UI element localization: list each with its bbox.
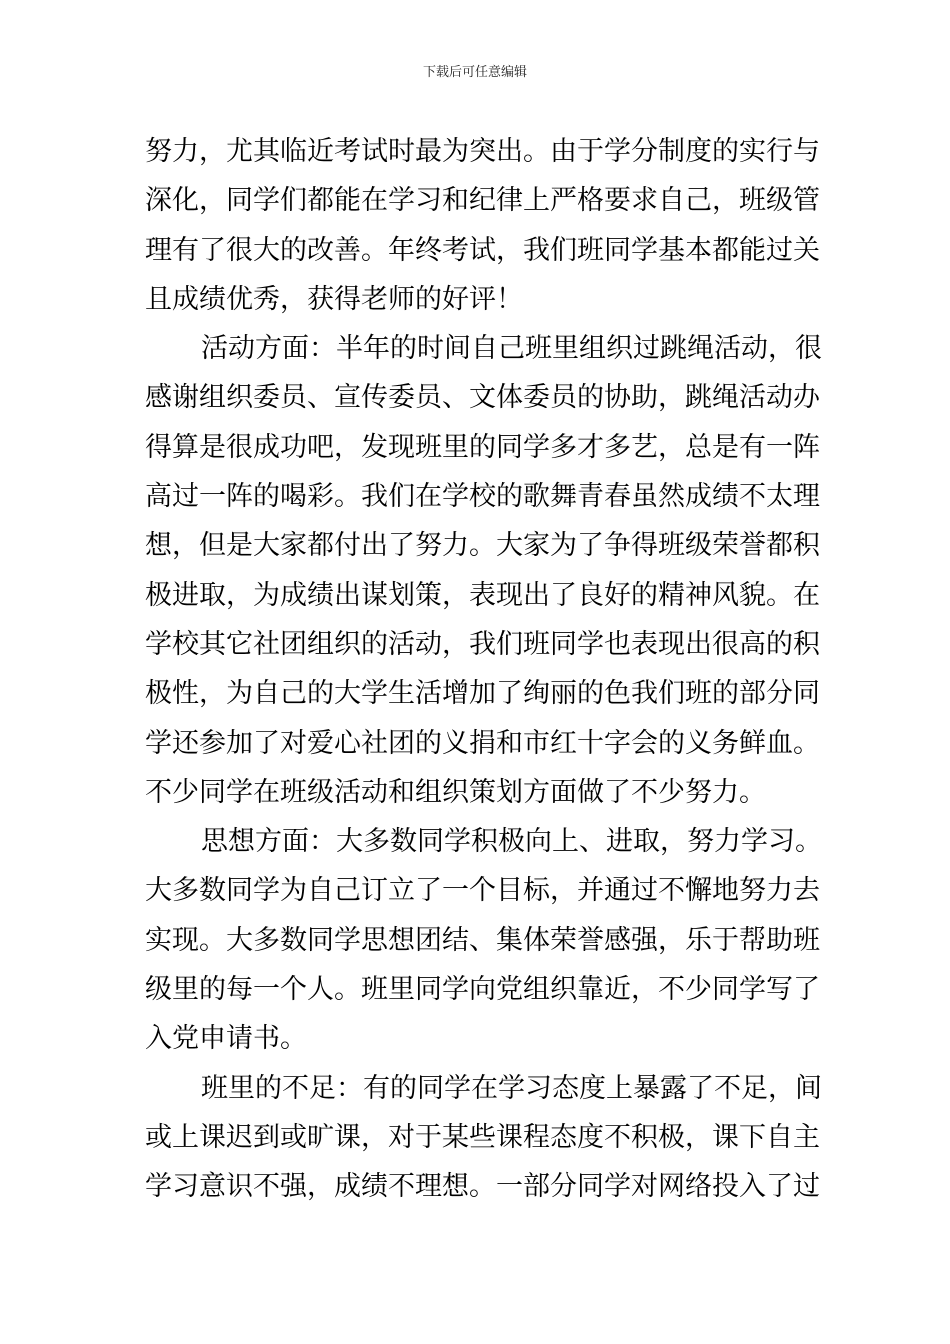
text-line: 感谢组织委员、宣传委员、文体委员的协助，跳绳活动办 [145, 382, 820, 414]
text-line: 实现。大多数同学思想团结、集体荣誉感强，乐于帮助班 [145, 924, 820, 956]
paragraph-activities-start: 活动方面：半年的时间自己班里组织过跳绳活动，很 [201, 333, 822, 365]
text-line: 努力，尤其临近考试时最为突出。由于学分制度的实行与 [145, 136, 820, 167]
text-line: 想，但是大家都付出了努力。大家为了争得班级荣誉都积 [145, 530, 820, 562]
text-line: 极进取，为成绩出谋划策，表现出了良好的精神风貌。在 [145, 579, 820, 611]
text-line: 大多数同学为自己订立了一个目标，并通过不懈地努力去 [145, 875, 820, 907]
text-line: 得算是很成功吧，发现班里的同学多才多艺，总是有一阵 [145, 431, 820, 463]
text-line: 级里的每一个人。班里同学向党组织靠近，不少同学写了 [145, 974, 820, 1006]
text-line: 理有了很大的改善。年终考试，我们班同学基本都能过关 [145, 234, 820, 266]
document-body [145, 127, 822, 1212]
page-header: 下载后可任意编辑 [422, 65, 527, 80]
text-line: 或上课迟到或旷课，对于某些课程态度不积极，课下自主 [145, 1121, 820, 1153]
text-line: 学还参加了对爱心社团的义捐和市红十字会的义务鲜血。 [145, 727, 820, 759]
text-line: 且成绩优秀，获得老师的好评！ [145, 283, 523, 315]
text-line: 入党申请书。 [145, 1023, 307, 1055]
text-line: 学校其它社团组织的活动，我们班同学也表现出很高的积 [145, 628, 820, 660]
text-line: 不少同学在班级活动和组织策划方面做了不少努力。 [145, 776, 766, 808]
paragraph-thoughts-start: 思想方面：大多数同学积极向上、进取，努力学习。 [201, 826, 822, 858]
text-line: 高过一阵的喝彩。我们在学校的歌舞青春虽然成绩不太理 [145, 481, 820, 513]
text-line: 深化，同学们都能在学习和纪律上严格要求自己，班级管 [145, 185, 820, 217]
paragraph-shortcomings-start: 班里的不足：有的同学在学习态度上暴露了不足，间 [201, 1072, 822, 1104]
text-line: 学习意识不强，成绩不理想。一部分同学对网络投入了过 [145, 1171, 820, 1203]
text-line: 极性，为自己的大学生活增加了绚丽的色我们班的部分同 [145, 678, 820, 710]
